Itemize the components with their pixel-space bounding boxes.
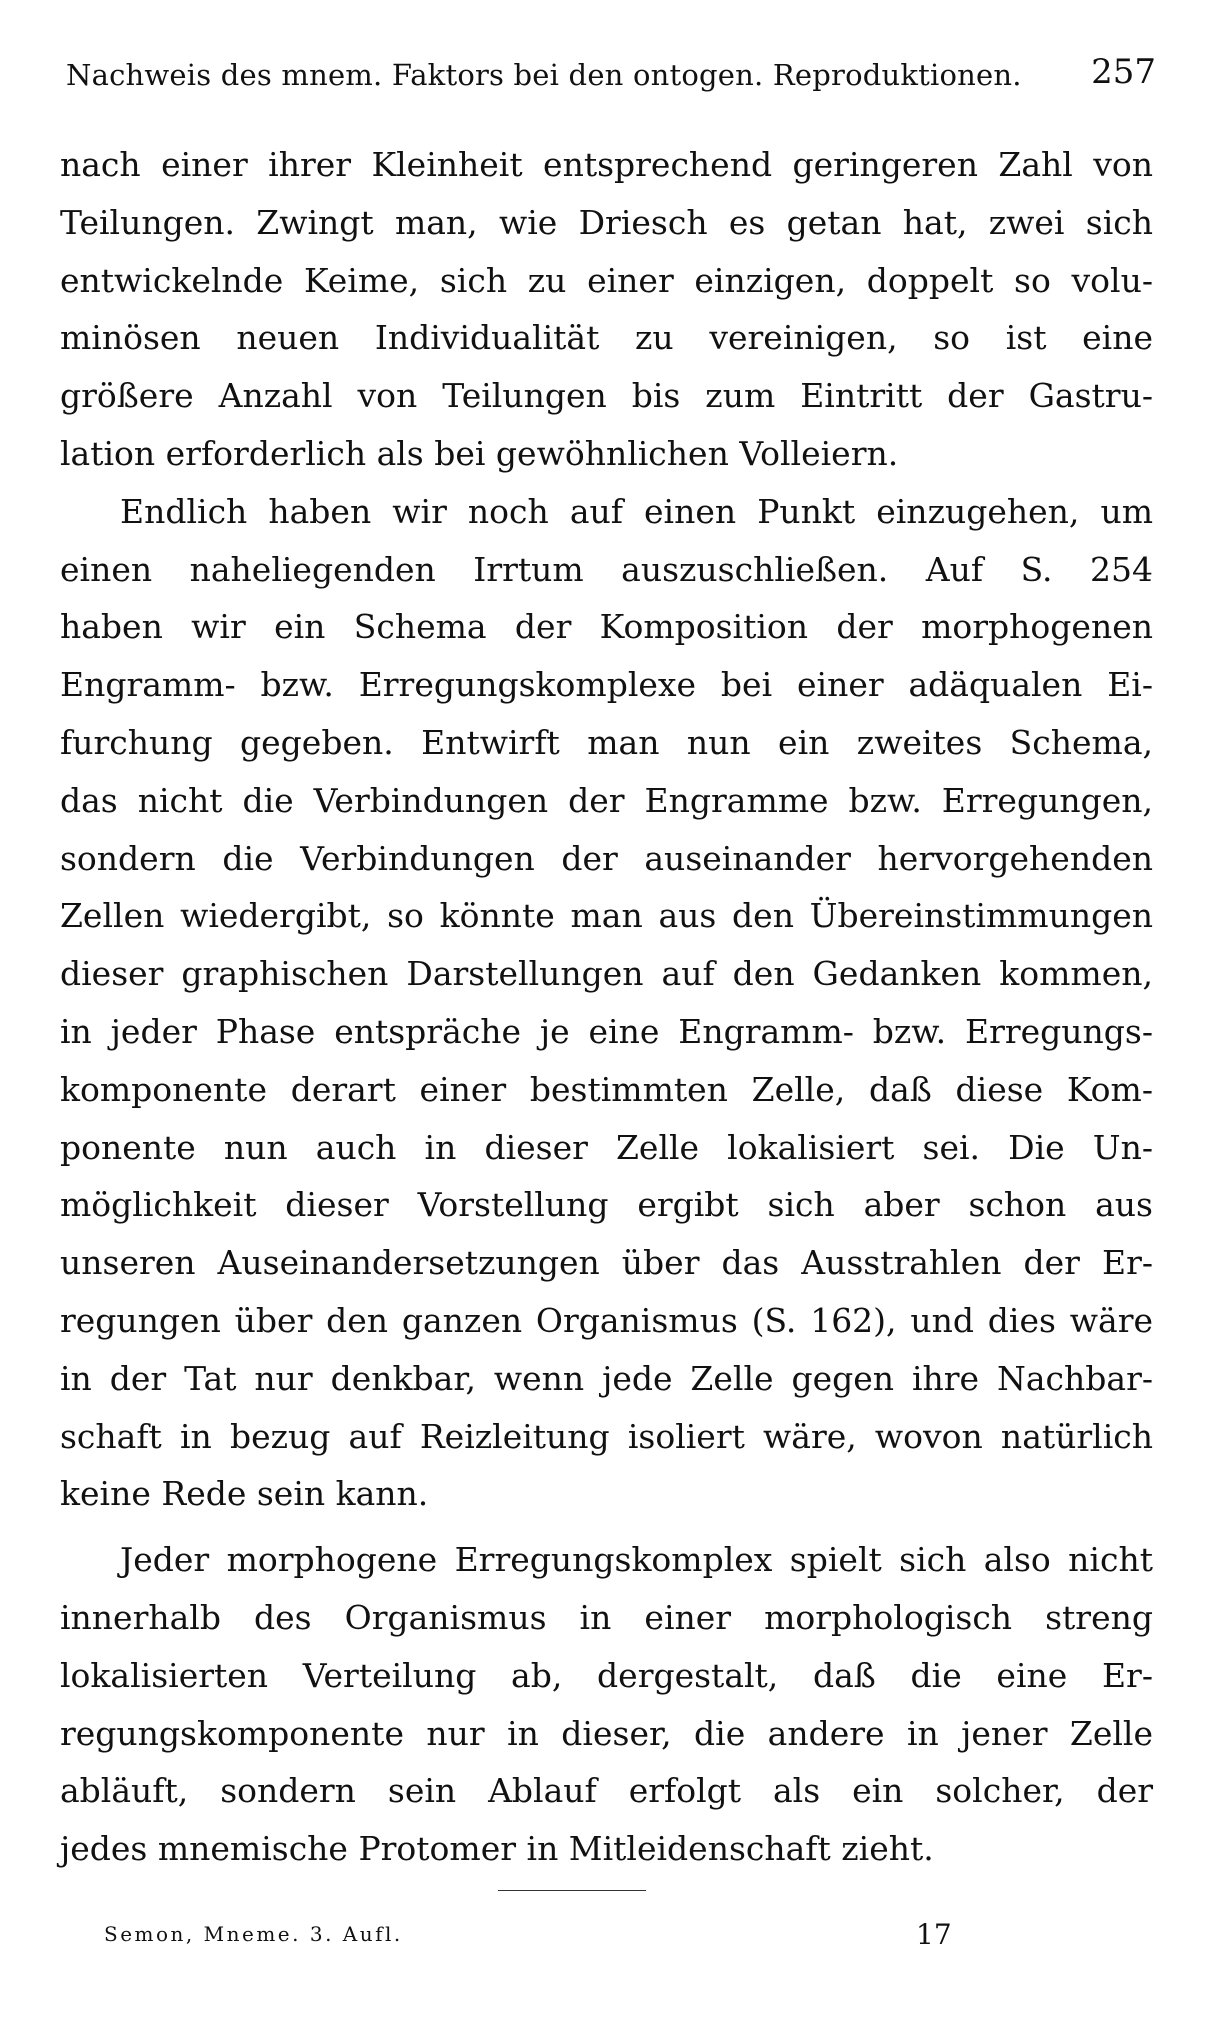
text-line: Endlich haben wir noch auf einen Punkt einzugehen, um: [120, 491, 1153, 531]
text-line: haben wir ein Schema der Komposition der morphogenen: [60, 607, 1153, 647]
text-line: Jeder morphogene Erregungskomplex spielt sich also nicht: [120, 1540, 1153, 1580]
page-number: 257: [1091, 52, 1156, 92]
text-line: jedes mnemische Protomer in Mitleidenschaft zieht.: [60, 1829, 934, 1869]
text-line: innerhalb des Organismus in einer morphologisch streng: [60, 1597, 1153, 1637]
text-line: furchung gegeben. Entwirft man nun ein zweites Schema,: [60, 722, 1153, 762]
running-head: [66, 48, 1156, 108]
running-title: Nachweis des mnem. Faktors bei den ontogen. Reproduktionen.: [66, 58, 1022, 92]
text-line: in der Tat nur denkbar, wenn jede Zelle gegen ihre Nachbar-: [60, 1358, 1153, 1398]
text-line: dieser graphischen Darstellungen auf den Gedanken kommen,: [60, 954, 1153, 994]
text-line: das nicht die Verbindungen der Engramme bzw. Erregungen,: [60, 780, 1153, 820]
text-line: regungskomponente nur in dieser, die andere in jener Zelle: [60, 1713, 1153, 1753]
footnote-rule: [498, 1890, 646, 1891]
signature-mark: Semon, Mneme. 3. Aufl.: [104, 1922, 403, 1946]
text-line: Engramm- bzw. Erregungskomplexe bei einer adäqualen Ei-: [60, 665, 1153, 705]
text-line: sondern die Verbindungen der auseinander hervorgehenden: [60, 838, 1153, 878]
text-line: in jeder Phase entspräche je eine Engramm- bzw. Erregungs-: [60, 1011, 1153, 1051]
text-line: komponente derart einer bestimmten Zelle, daß diese Kom-: [60, 1069, 1153, 1109]
text-line: Teilungen. Zwingt man, wie Driesch es getan hat, zwei sich: [60, 202, 1153, 242]
text-line: minösen neuen Individualität zu vereinigen, so ist eine: [60, 318, 1153, 358]
text-line: Zellen wiedergibt, so könnte man aus den Übereinstimmungen: [60, 896, 1153, 936]
text-line: abläuft, sondern sein Ablauf erfolgt als ein solcher, der: [60, 1771, 1153, 1811]
page-footer: [104, 1918, 952, 1958]
text-line: lation erforderlich als bei gewöhnlichen Volleiern.: [60, 433, 899, 473]
text-line: regungen über den ganzen Organismus (S. 162), und dies wäre: [60, 1300, 1153, 1340]
text-line: schaft in bezug auf Reizleitung isoliert wäre, wovon natürlich: [60, 1416, 1153, 1456]
text-line: möglichkeit dieser Vorstellung ergibt sich aber schon aus: [60, 1185, 1153, 1225]
sheet-number: 17: [916, 1918, 952, 1951]
text-line: größere Anzahl von Teilungen bis zum Eintritt der Gastru-: [60, 376, 1153, 416]
text-line: entwickelnde Keime, sich zu einer einzigen, doppelt so volu-: [60, 260, 1153, 300]
text-line: nach einer ihrer Kleinheit entsprechend geringeren Zahl von: [60, 145, 1153, 184]
text-line: unseren Auseinandersetzungen über das Ausstrahlen der Er-: [60, 1243, 1153, 1283]
body-text: [60, 136, 1153, 1878]
text-line: lokalisierten Verteilung ab, dergestalt, daß die eine Er-: [60, 1655, 1153, 1695]
text-line: ponente nun auch in dieser Zelle lokalisiert sei. Die Un-: [60, 1127, 1153, 1167]
text-line: keine Rede sein kann.: [60, 1474, 429, 1514]
text-line: einen naheliegenden Irrtum auszuschließen. Auf S. 254: [60, 549, 1153, 589]
